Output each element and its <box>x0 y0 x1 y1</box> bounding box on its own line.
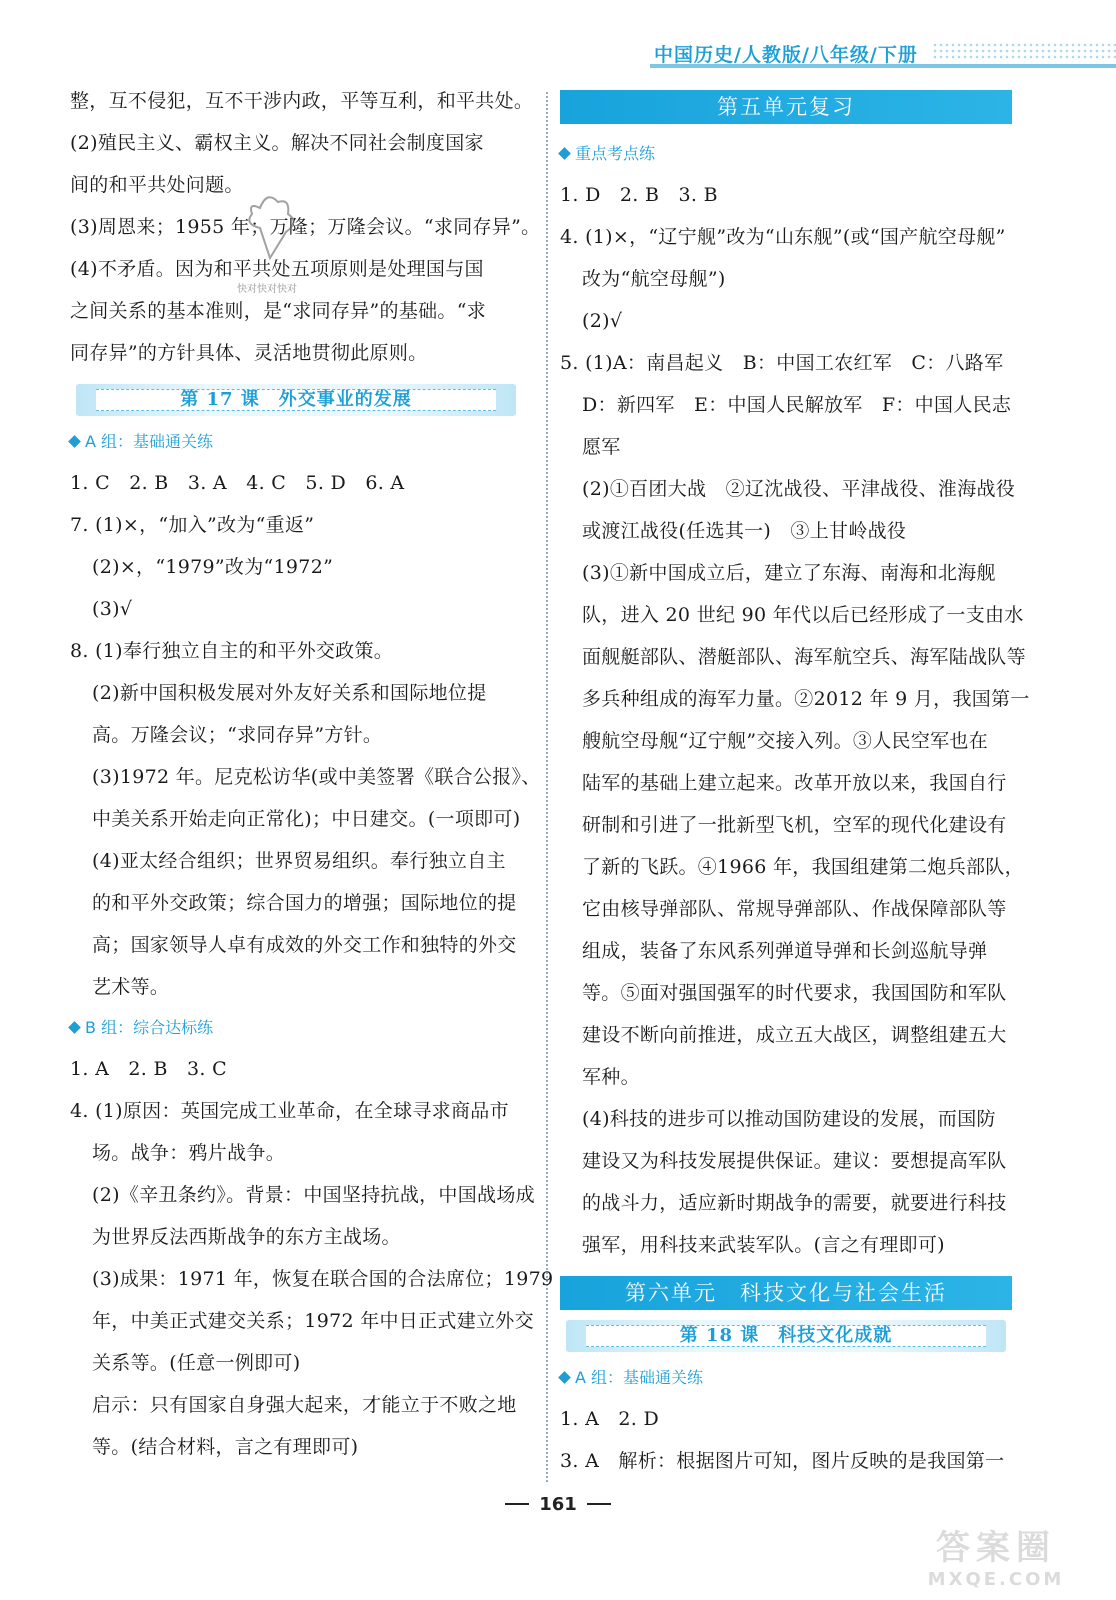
left-group-b-label: B 组：综合达标练 <box>85 1018 214 1037</box>
answer-line: 等。⑤面对强国强军的时代要求，我国国防和军队 <box>582 982 1007 1004</box>
lesson-18-title: 第 18 课 科技文化成就 <box>679 1325 893 1346</box>
answer-line: 强军，用科技来武装军队。(言之有理即可) <box>582 1234 945 1256</box>
diamond-icon <box>68 1021 81 1034</box>
key-points-heading <box>560 134 1030 174</box>
key-points-label: 重点考点练 <box>575 144 656 163</box>
answer-line: 陆军的基础上建立起来。改革开放以来，我国自行 <box>582 772 1007 794</box>
answer-line: 建设不断向前推进，成立五大战区，调整组建五大 <box>582 1024 1007 1046</box>
left-group-b-heading <box>70 1008 538 1048</box>
answer-line: 面舰艇部队、潜艇部队、海军航空兵、海军陆战队等 <box>582 646 1026 668</box>
answer-line: 关系等。(任意一例即可) <box>92 1352 301 1374</box>
answer-line: (2)①百团大战 ②辽沈战役、平津战役、淮海战役 <box>582 478 1016 500</box>
answer-line: 启示：只有国家自身强大起来，才能立于不败之地 <box>92 1394 517 1416</box>
answer-line: (2)新中国积极发展对外友好关系和国际地位提 <box>92 682 487 704</box>
answer-line: 愿军 <box>582 436 621 458</box>
watermark-bottom: MXQE.COM <box>927 1569 1065 1590</box>
answer-line: 整，互不侵犯，互不干涉内政，平等互利，和平共处。 <box>70 90 534 112</box>
left-group-a-block <box>70 462 541 1008</box>
answer-line: (4)科技的进步可以推动国防建设的发展，而国防 <box>582 1108 996 1130</box>
answer-line: (2)×，“1979”改为“1972” <box>92 556 334 578</box>
watermark-top: 答案圈 <box>936 1528 1056 1568</box>
answer-line: 改为“航空母舰”) <box>582 268 726 290</box>
diamond-icon <box>558 147 571 160</box>
answer-line: (4)不矛盾。因为和平共处五项原则是处理国与国 <box>70 258 484 280</box>
stamp-text: 快对快对快对 <box>237 284 297 295</box>
answer-line: (2)殖民主义、霸权主义。解决不同社会制度国家 <box>70 132 484 154</box>
answer-line: (3)成果：1971 年，恢复在联合国的合法席位；1979 <box>92 1268 554 1290</box>
answer-line: 组成，装备了东风系列弹道导弹和长剑巡航导弹 <box>582 940 988 962</box>
answer-line: 5. (1)A：南昌起义 B：中国工农红军 C：八路军 <box>560 352 1004 374</box>
answer-line: 队，进入 20 世纪 90 年代以后已经形成了一支由水 <box>582 604 1024 626</box>
left-intro-block <box>70 80 541 374</box>
left-group-b-block <box>70 1048 554 1468</box>
answer-line: 中美关系开始走向正常化)；中日建交。(一项即可) <box>92 808 521 830</box>
answer-line: 4. (1)×，“辽宁舰”改为“山东舰”(或“国产航空母舰” <box>560 226 1006 248</box>
answer-line: 研制和引进了一批新型飞机，空军的现代化建设有 <box>582 814 1007 836</box>
answer-line: 3. A 解析：根据图片可知，图片反映的是我国第一 <box>560 1450 1005 1472</box>
answer-line: (3)1972 年。尼克松访华(或中美签署《联合公报》、 <box>92 766 541 788</box>
answer-line: 的战斗力，适应新时期战争的需要，就要进行科技 <box>582 1192 1007 1214</box>
right-column <box>560 80 1030 1482</box>
answer-line: 8. (1)奉行独立自主的和平外交政策。 <box>70 640 394 662</box>
answer-line: 间的和平共处问题。 <box>70 174 244 196</box>
answer-line: 等。(结合材料，言之有理即可) <box>92 1436 359 1458</box>
answer-line: (4)亚太经合组织；世界贸易组织。奉行独立自主 <box>92 850 506 872</box>
answer-line: 1. A 2. B 3. C <box>70 1058 227 1080</box>
left-group-a-label: A 组：基础通关练 <box>85 432 214 451</box>
unit-6-banner: 第六单元 科技文化与社会生活 <box>560 1276 1012 1310</box>
answer-line: 高；国家领导人卓有成效的外交工作和独特的外交 <box>92 934 517 956</box>
answer-line: (3)①新中国成立后，建立了东海、南海和北海舰 <box>582 562 996 584</box>
answer-line: 高。万隆会议；“求同存异”方针。 <box>92 724 383 746</box>
lesson-18-banner <box>566 1320 1006 1352</box>
answer-line: 1. D 2. B 3. B <box>560 184 718 206</box>
answer-line: 的和平外交政策；综合国力的增强；国际地位的提 <box>92 892 517 914</box>
answer-line: 场。战争：鸦片战争。 <box>92 1142 286 1164</box>
left-group-a-heading <box>70 422 538 462</box>
page-number-text: 161 <box>539 1494 577 1515</box>
diamond-icon <box>558 1371 571 1384</box>
answer-line: (2)√ <box>582 310 623 332</box>
answer-line: (3)周恩来；1955 年；万隆；万隆会议。“求同存异”。 <box>70 216 541 238</box>
answer-line: (3)√ <box>92 598 133 620</box>
page-dash-left <box>505 1503 529 1505</box>
key-points-block <box>560 174 1030 1266</box>
right-group-a-label: A 组：基础通关练 <box>575 1368 704 1387</box>
answer-line: 艘航空母舰“辽宁舰”交接入列。③人民空军也在 <box>582 730 989 752</box>
right-group-a-block <box>560 1398 1030 1482</box>
diamond-icon <box>68 435 81 448</box>
answer-line: 了新的飞跃。④1966 年，我国组建第二炮兵部队， <box>582 856 1024 878</box>
lesson-17-banner <box>76 384 516 416</box>
left-column <box>70 80 554 1468</box>
stamp-logo-icon <box>230 188 304 298</box>
answer-line: 4. (1)原因：英国完成工业革命，在全球寻求商品市 <box>70 1100 509 1122</box>
running-header <box>650 38 1116 72</box>
answer-line: 之间关系的基本准则，是“求同存异”的基础。“求 <box>70 300 487 322</box>
answer-line: 1. A 2. D <box>560 1408 659 1430</box>
header-dot-pattern <box>932 42 1116 62</box>
answer-line: 多兵种组成的海军力量。②2012 年 9 月，我国第一 <box>582 688 1030 710</box>
watermark <box>896 1520 1096 1592</box>
answer-line: D：新四军 E：中国人民解放军 F：中国人民志 <box>582 394 1012 416</box>
page-number <box>0 1494 1116 1515</box>
answer-line: 年，中美正式建交关系；1972 年中日正式建立外交 <box>92 1310 534 1332</box>
page-dash-right <box>587 1503 611 1505</box>
answer-line: 1. C 2. B 3. A 4. C 5. D 6. A <box>70 472 405 494</box>
answer-line: 艺术等。 <box>92 976 170 998</box>
answer-line: 它由核导弹部队、常规导弹部队、作战保障部队等 <box>582 898 1007 920</box>
answer-line: (2)《辛丑条约》。背景：中国坚持抗战，中国战场成 <box>92 1184 535 1206</box>
answer-line: 或渡江战役(任选其一) ③上甘岭战役 <box>582 520 907 542</box>
answer-line: 建设又为科技发展提供保证。建议：要想提高军队 <box>582 1150 1007 1172</box>
answer-line: 7. (1)×，“加入”改为“重返” <box>70 514 315 536</box>
lesson-17-title: 第 17 课 外交事业的发展 <box>180 389 412 410</box>
right-group-a-heading <box>560 1358 1030 1398</box>
header-title: 中国历史/人教版/八年级/下册 <box>654 44 918 66</box>
answer-line: 同存异”的方针具体、灵活地贯彻此原则。 <box>70 342 428 364</box>
unit-5-banner: 第五单元复习 <box>560 90 1012 124</box>
answer-line: 军种。 <box>582 1066 640 1088</box>
answer-line: 为世界反法西斯战争的东方主战场。 <box>92 1226 401 1248</box>
